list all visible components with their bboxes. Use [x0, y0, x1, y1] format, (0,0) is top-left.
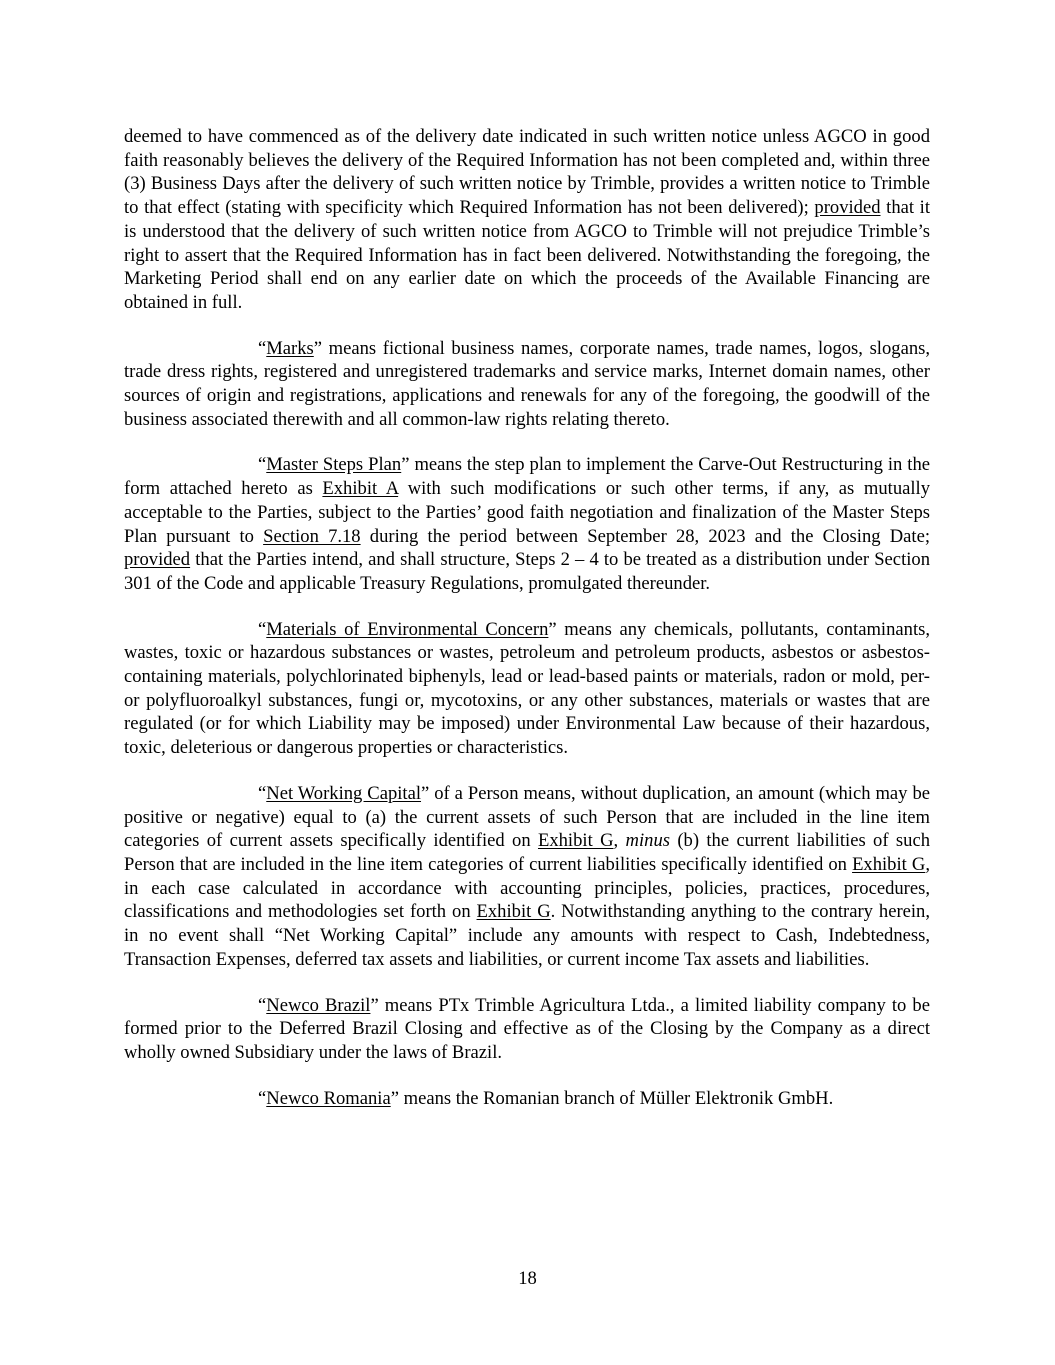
- defined-term-provided: provided: [124, 549, 191, 571]
- defined-term-master-steps-plan: Master Steps Plan: [266, 454, 402, 476]
- defined-term-newco-brazil: Newco Brazil: [266, 994, 371, 1016]
- definition-text: ,: [613, 830, 626, 852]
- definition-text: ” means PTx Trimble Agricultura Ltda., a limited liability company to be formed prior to the Deferred Brazil Closing and effective as of the Closing by the Company as a direct wholly owned Subsidiary under the laws of Brazil.: [124, 994, 930, 1063]
- open-quote: “: [258, 782, 267, 804]
- definition-master-steps-plan: [124, 453, 930, 595]
- definition-text: . Notwithstanding anything to the contrary herein, in no event shall “Net Working Capital” include any amounts with respect to Cash, Indebtedness, Transaction Expenses, deferred tax assets and liabilities, or current income Tax assets and liabilities.: [124, 901, 930, 970]
- definition-text: , in each case calculated in accordance with accounting principles, policies, practices, procedures, classifications and methodologies set forth on: [124, 853, 930, 923]
- definition-text: ” means fictional business names, corporate names, trade names, logos, slogans, trade dress rights, registered and unregistered trademarks and service marks, Internet domain names, other sources of origin and registrations, applications and renewals for any of the foregoing, the goodwill of the business associated therewith and all common-law rights relating thereto.: [124, 337, 930, 430]
- definition-net-working-capital: [124, 782, 930, 972]
- paragraph-text: deemed to have commenced as of the delivery date indicated in such written notice unless AGCO in good faith reasonably believes the delivery of the Required Information has not been completed and, within three (3) Business Days after the delivery of such written notice by Trimble, provides a written notice to Trimble to that effect (stating with specificity which Required Information has not been delivered);: [124, 126, 930, 219]
- definition-text: during the period between September 28, 2023 and the Closing Date;: [360, 525, 930, 547]
- defined-term-materials-of-environmental-concern: Materials of Environmental Concern: [266, 618, 549, 640]
- italic-term-minus: minus: [625, 830, 670, 852]
- definition-newco-brazil: [124, 994, 930, 1065]
- definition-text: that the Parties intend, and shall structure, Steps 2 – 4 to be treated as a distribution under Section 301 of the Code and applicable Treasury Regulations, promulgated thereunder.: [124, 549, 930, 594]
- exhibit-a-reference: Exhibit A: [322, 478, 399, 500]
- definition-text: ” means the Romanian branch of Müller Elektronik GmbH.: [390, 1087, 834, 1109]
- document-page: [124, 125, 930, 1132]
- definition-text: ” means the step plan to implement the Carve-Out Restructuring in the form attached hereto as: [124, 454, 931, 500]
- defined-term-marks: Marks: [266, 337, 314, 359]
- defined-term-net-working-capital: Net Working Capital: [266, 782, 422, 804]
- paragraph-marketing-period-continuation: [124, 125, 930, 315]
- definition-newco-romania: [124, 1087, 930, 1111]
- section-7-18-reference: Section 7.18: [263, 525, 361, 547]
- exhibit-g-reference: Exhibit G: [852, 853, 926, 875]
- exhibit-g-reference: Exhibit G: [476, 901, 551, 923]
- definition-text: with such modifications or such other terms, if any, as mutually acceptable to the Parties, subject to the Parties’ good faith negotiation and finalization of the Master Steps Plan pursuant to: [124, 478, 930, 547]
- open-quote: “: [258, 337, 267, 359]
- paragraph-text: that it is understood that the delivery of such written notice from AGCO to Trimble will not prejudice Trimble’s right to assert that the Required Information has in fact been delivered. Notwithstanding the foregoing, the Marketing Period shall end on any earlier date on which the proceeds of the Available Financing are obtained in full.: [124, 197, 930, 313]
- defined-term-newco-romania: Newco Romania: [266, 1087, 391, 1109]
- definition-text: (b) the current liabilities of such Person that are included in the line item categories of current liabilities specifically identified on: [124, 830, 930, 875]
- open-quote: “: [258, 994, 267, 1016]
- definition-materials-of-environmental-concern: [124, 618, 930, 760]
- defined-term-provided: provided: [814, 197, 881, 219]
- open-quote: “: [258, 618, 267, 640]
- definition-text: ” means any chemicals, pollutants, contaminants, wastes, toxic or hazardous substances or wastes, petroleum and petroleum products, asbestos or asbestos-containing materials, polychlorinated biphenyls, lead or lead-based paints or materials, radon or mold, per- or polyfluoroalkyl substances, fungi or, mycotoxins, or any other substances, materials or wastes that are regulated (or for which Liability may be imposed) under Environmental Law because of their hazardous, toxic, deleterious or dangerous properties or characteristics.: [124, 618, 930, 759]
- exhibit-g-reference: Exhibit G: [537, 830, 614, 852]
- page-number: 18: [518, 1268, 537, 1289]
- definition-marks: [124, 337, 930, 432]
- definition-text: ” of a Person means, without duplication, an amount (which may be positive or negative) equal to (a) the current assets of such Person that are included in the line item categories of current assets specifically identified on: [124, 782, 930, 852]
- open-quote: “: [258, 454, 267, 476]
- open-quote: “: [258, 1087, 267, 1109]
